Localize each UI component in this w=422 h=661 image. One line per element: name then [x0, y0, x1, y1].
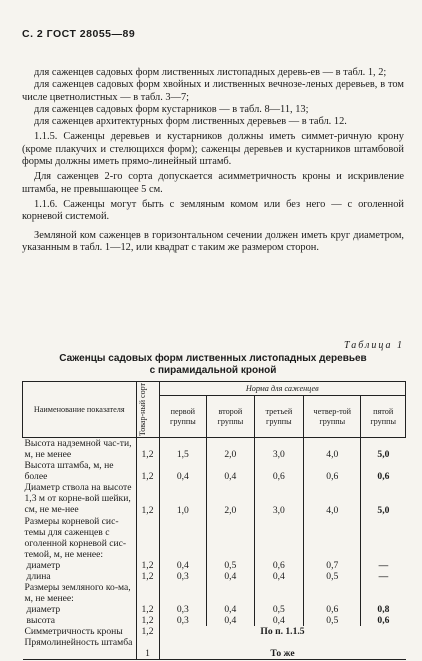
- table-row: [23, 626, 406, 637]
- row-label: Высота штамба, м, не более: [24, 460, 114, 483]
- table-body: [23, 438, 406, 660]
- cell-value: 0,6: [304, 460, 361, 482]
- table-row: [23, 582, 406, 604]
- cell-value: 0,6: [254, 460, 304, 482]
- row-sort: [136, 516, 159, 560]
- paragraph: для саженцев садовых форм хвойных и лиственных вечнозе-леных деревьев, в том числе цветнолистных — в табл. 3—7;: [22, 79, 404, 103]
- page-header: С. 2 ГОСТ 28055—89: [22, 28, 136, 40]
- cell-value: [159, 516, 207, 560]
- cell-value: 4,0: [304, 438, 361, 461]
- cell-value: 0,5: [304, 571, 361, 582]
- table-title-line1: Саженцы садовых форм лиственных листопадных деревьев: [59, 353, 367, 364]
- cell-value: 0,4: [159, 560, 207, 571]
- paragraph: для саженцев архитектурных форм лиственных деревьев — в табл. 12.: [34, 116, 347, 128]
- cell-value: 4,0: [304, 482, 361, 516]
- cell-value: 0,6: [304, 604, 361, 615]
- cell-value: 0,4: [254, 615, 304, 626]
- row-sort: 1,2: [136, 460, 159, 482]
- cell-value: 0,4: [254, 571, 304, 582]
- cell-value: 0,3: [159, 571, 207, 582]
- cell-value: [254, 582, 304, 604]
- col-header-group1: первой группы: [159, 396, 207, 438]
- cell-value: 0,5: [207, 560, 254, 571]
- row-label: Прямолинейность штамба: [23, 637, 137, 659]
- row-sort: 1,2: [136, 438, 159, 461]
- row-merged-value: По п. 1.1.5: [159, 626, 406, 637]
- cell-value: —: [361, 560, 406, 571]
- paragraph: 1.1.6. Саженцы могут быть с земляным комом или без него — с оголенной корневой системой.: [22, 198, 404, 223]
- cell-value: [304, 582, 361, 604]
- row-sort: 1,2: [136, 615, 159, 626]
- row-label: Симметричность кроны: [24, 626, 123, 638]
- row-label: Размеры корневой сис-темы для саженцев с оголенной корневой сис-темой, м, не менее:: [24, 516, 127, 561]
- table-row: [23, 516, 406, 560]
- table-row: [23, 482, 406, 516]
- row-label: длина: [26, 571, 51, 583]
- col-header-group4: четвер-той группы: [304, 396, 361, 438]
- paragraph: для саженцев садовых форм кустарников — в табл. 8—11, 13;: [34, 103, 309, 115]
- row-label: высота: [26, 615, 55, 627]
- row-label: Размеры земляного ко-ма, м, не менее:: [24, 582, 131, 605]
- cell-value: 5,0: [361, 482, 406, 516]
- cell-value: 0,6: [361, 460, 406, 482]
- row-label: диаметр: [26, 604, 61, 616]
- cell-value: 0,8: [361, 604, 406, 615]
- cell-value: 0,5: [304, 615, 361, 626]
- cell-value: 0,3: [159, 604, 207, 615]
- table-row: [23, 637, 406, 659]
- norms-table: [22, 381, 406, 660]
- col-header-name: Наименование показателя: [23, 382, 137, 438]
- cell-value: [361, 516, 406, 560]
- cell-value: 1,0: [159, 482, 207, 516]
- cell-value: 0,6: [254, 560, 304, 571]
- row-sort: 1,2: [136, 482, 159, 516]
- row-sort: 1,2: [136, 604, 159, 615]
- cell-value: 0,4: [207, 604, 254, 615]
- cell-value: 0,7: [304, 560, 361, 571]
- cell-value: 0,4: [207, 460, 254, 482]
- cell-value: 0,5: [254, 604, 304, 615]
- cell-value: 0,3: [159, 615, 207, 626]
- paragraph: Для саженцев 2-го сорта допускается асимметричность кроны и искривление штамба, не превышающее 5 см.: [22, 171, 404, 195]
- col-header-sort-label: Товар-ный сорт: [137, 383, 147, 437]
- row-sort: [136, 582, 159, 604]
- col-header-group2: второй группы: [207, 396, 254, 438]
- cell-value: 0,4: [159, 460, 207, 482]
- table-caption: Таблица 1: [344, 340, 404, 351]
- cell-value: 0,4: [207, 571, 254, 582]
- table-row: [23, 438, 406, 461]
- cell-value: [207, 582, 254, 604]
- text-block: [22, 67, 404, 254]
- col-header-group3: третьей группы: [254, 396, 304, 438]
- cell-value: —: [361, 571, 406, 582]
- row-sort: 1,2: [136, 571, 159, 582]
- cell-value: 5,0: [361, 438, 406, 461]
- cell-value: 2,0: [207, 438, 254, 461]
- table-row: [23, 560, 406, 571]
- cell-value: [159, 582, 207, 604]
- cell-value: 0,4: [207, 615, 254, 626]
- paragraph: для саженцев садовых форм лиственных листопадных деревь-ев — в табл. 1, 2;: [34, 67, 387, 78]
- paragraph: 1.1.5. Саженцы деревьев и кустарников должны иметь симмет-ричную крону (кроме плакучих и стелющихся форм); саженцы деревьев и кустарников штамбовой формы должны иметь прямо-линейный штамб.: [22, 131, 404, 168]
- cell-value: [361, 582, 406, 604]
- row-merged-value: То же: [159, 637, 406, 659]
- table-row: [23, 604, 406, 615]
- cell-value: 3,0: [254, 438, 304, 461]
- cell-value: [254, 516, 304, 560]
- row-sort: 1,2: [136, 560, 159, 571]
- row-sort: 1: [136, 637, 159, 659]
- table-title: [22, 353, 404, 376]
- row-sort: 1,2: [136, 626, 159, 637]
- row-label: Высота надземной час-ти, м, не менее: [24, 438, 132, 461]
- table-row: [23, 571, 406, 582]
- cell-value: [207, 516, 254, 560]
- paragraph: Земляной ком саженцев в горизонтальном сечении должен иметь круг диаметром, указанным в табл. 1—12, или квадрат с таким же размером сторон.: [22, 229, 404, 253]
- col-header-sort: [136, 382, 159, 438]
- cell-value: 2,0: [207, 482, 254, 516]
- col-header-norm: Норма для саженцев: [159, 382, 406, 396]
- table-row: [23, 615, 406, 626]
- table-title-line2: с пирамидальной кроной: [149, 364, 277, 376]
- row-label: диаметр: [26, 560, 61, 572]
- cell-value: [304, 516, 361, 560]
- row-label: Диаметр ствола на высоте 1,3 м от корне-вой шейки, см, не ме-нее: [24, 482, 132, 516]
- cell-value: 1,5: [159, 438, 207, 461]
- col-header-group5: пятой группы: [361, 396, 406, 438]
- cell-value: 3,0: [254, 482, 304, 516]
- table-row: [23, 460, 406, 482]
- cell-value: 0,6: [361, 615, 406, 626]
